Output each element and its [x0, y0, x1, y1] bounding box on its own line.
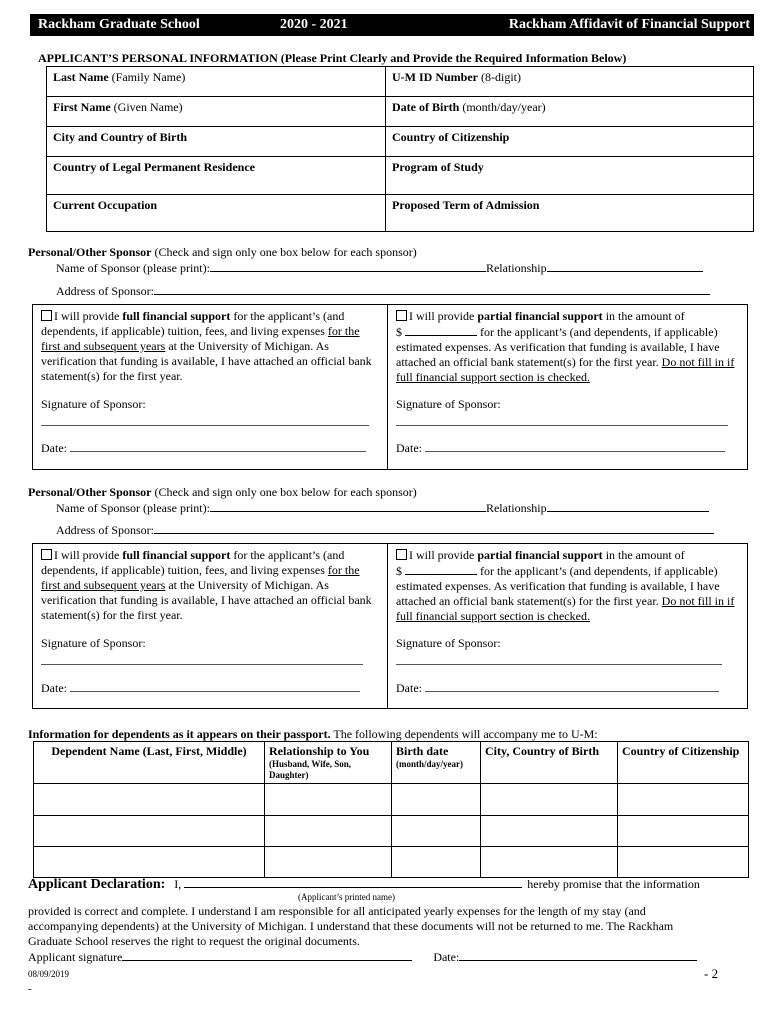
personal-info-heading: APPLICANT’S PERSONAL INFORMATION (Please Print Clearly and Provide the Required Information Below): [38, 51, 627, 65]
sponsor-2-partial-signature-line[interactable]: [396, 664, 722, 665]
sponsor-2-full-date[interactable]: Date:: [41, 680, 360, 696]
header-banner: [30, 14, 754, 36]
sponsor-1-partial-signature-line[interactable]: [396, 425, 728, 426]
citizenship-header: Country of Citizenship: [618, 742, 749, 784]
relationship-cell[interactable]: [265, 816, 392, 847]
sponsor-1-full-signature-label: Signature of Sponsor:: [41, 397, 146, 411]
birth-date-cell[interactable]: [392, 816, 481, 847]
relationship-cell[interactable]: [265, 784, 392, 816]
sponsor-2-full-signature-label: Signature of Sponsor:: [41, 636, 146, 650]
declaration-line[interactable]: Applicant Declaration: I, hereby promise that the information: [28, 877, 700, 892]
sponsor-1-box: [32, 304, 748, 470]
sponsor-2-name-row[interactable]: Name of Sponsor (please print): Relationship: [56, 500, 709, 516]
sponsor-1-name-row[interactable]: Name of Sponsor (please print): Relationship: [56, 260, 703, 276]
sponsor-2-full-support: I will provide full financial support for the applicant’s (and dependents, if applicable) tuition, fees, and living expenses for the first and subsequent years at the University of Michigan. As verification that funding is available, I have attached an official bank statement(s) for the first year.: [41, 548, 372, 622]
sponsor-2-partial-date[interactable]: Date:: [396, 680, 719, 696]
date-of-birth-field[interactable]: Date of Birth (month/day/year): [386, 97, 754, 127]
last-name-field[interactable]: Last Name (Family Name): [47, 67, 386, 97]
sponsor-2-partial-signature-label: Signature of Sponsor:: [396, 636, 501, 650]
current-occupation-field[interactable]: Current Occupation: [47, 195, 386, 232]
relationship-header: Relationship to You (Husband, Wife, Son, Daughter): [265, 742, 392, 784]
sponsor-2-address-row[interactable]: Address of Sponsor:: [56, 522, 714, 538]
page-number: - 2: [704, 966, 719, 981]
city-country-birth-header: City, Country of Birth: [481, 742, 618, 784]
city-country-birth-field[interactable]: City and Country of Birth: [47, 127, 386, 157]
sponsor-2-partial-support: I will provide partial financial support in the amount of $ for the applicant’s (and dependents, if applicable) estimated expenses. As verification that funding is available, I have attached an official bank statement(s) for the first year. Do not fill in if full financial support section is checked.: [396, 548, 735, 623]
sponsor-2-heading: Personal/Other Sponsor (Check and sign only one box below for each sponsor): [28, 485, 417, 499]
citizenship-field[interactable]: Country of Citizenship: [386, 127, 754, 157]
dependent-name-cell[interactable]: [34, 847, 265, 878]
sponsor-1-partial-date[interactable]: Date:: [396, 440, 725, 456]
checkbox-icon[interactable]: [41, 549, 52, 560]
citizenship-cell[interactable]: [618, 816, 749, 847]
sponsor-1-partial-signature-label: Signature of Sponsor:: [396, 397, 501, 411]
city-country-cell[interactable]: [481, 784, 618, 816]
declaration-body: provided is correct and complete. I understand I am responsible for all anticipated yearly expenses for the length of my stay (and accompanying dependents) at the University of Michigan. I understand that these documents will not be returned to me. The Rackham Graduate School reserves the right to request the original documents.: [28, 904, 674, 948]
birth-date-header: Birth date (month/day/year): [392, 742, 481, 784]
birth-date-cell[interactable]: [392, 784, 481, 816]
city-country-cell[interactable]: [481, 847, 618, 878]
sponsor-1-full-support: I will provide full financial support for the applicant’s (and dependents, if applicable) tuition, fees, and living expenses for the first and subsequent years at the University of Michigan. As verification that funding is available, I have attached an official bank statement(s) for the first year.: [41, 309, 372, 383]
dependent-name-header: Dependent Name (Last, First, Middle): [34, 742, 265, 784]
program-of-study-field[interactable]: Program of Study: [386, 157, 754, 195]
city-country-cell[interactable]: [481, 816, 618, 847]
dependent-name-cell[interactable]: [34, 816, 265, 847]
dependents-header-row: [34, 742, 749, 784]
citizenship-cell[interactable]: [618, 847, 749, 878]
table-row: [34, 816, 749, 847]
personal-info-table: [46, 66, 754, 232]
declaration-heading: Applicant Declaration:: [28, 877, 166, 892]
table-row: [34, 847, 749, 878]
form-title: Rackham Affidavit of Financial Support: [508, 17, 750, 32]
proposed-term-field[interactable]: Proposed Term of Admission: [386, 195, 754, 232]
sponsor-1-address-row[interactable]: Address of Sponsor:: [56, 283, 710, 299]
revision-date: 08/09/2019: [28, 969, 70, 979]
sponsor-1-full-date[interactable]: Date:: [41, 440, 366, 456]
sponsor-1-partial-support: I will provide partial financial support in the amount of $ for the applicant’s (and dependents, if applicable) estimated expenses. As verification that funding is available, I have attached an official bank statement(s) for the first year. Do not fill in if full financial support section is checked.: [396, 309, 735, 384]
relationship-cell[interactable]: [265, 847, 392, 878]
umid-field[interactable]: U-M ID Number (8-digit): [386, 67, 754, 97]
first-name-field[interactable]: First Name (Given Name): [47, 97, 386, 127]
table-row: [34, 784, 749, 816]
dependent-name-cell[interactable]: [34, 784, 265, 816]
dependents-table: [33, 741, 749, 878]
sponsor-2-box: [32, 543, 748, 709]
dependents-heading: Information for dependents as it appears on their passport. The following dependents will accompany me to U-M:: [28, 727, 598, 741]
applicant-signature-row[interactable]: Applicant signature Date:: [28, 949, 697, 965]
printed-name-caption: (Applicant’s printed name): [298, 892, 395, 902]
sponsor-1-full-signature-line[interactable]: [41, 425, 369, 426]
checkbox-icon[interactable]: [396, 549, 407, 560]
sponsor-1-heading: Personal/Other Sponsor (Check and sign only one box below for each sponsor): [28, 245, 417, 259]
school-name: Rackham Graduate School: [38, 17, 200, 32]
citizenship-cell[interactable]: [618, 784, 749, 816]
sponsor-2-full-signature-line[interactable]: [41, 664, 363, 665]
checkbox-icon[interactable]: [396, 310, 407, 321]
permanent-residence-field[interactable]: Country of Legal Permanent Residence: [47, 157, 386, 195]
footer-dash: -: [28, 983, 32, 995]
birth-date-cell[interactable]: [392, 847, 481, 878]
checkbox-icon[interactable]: [41, 310, 52, 321]
academic-year: 2020 - 2021: [280, 17, 348, 32]
